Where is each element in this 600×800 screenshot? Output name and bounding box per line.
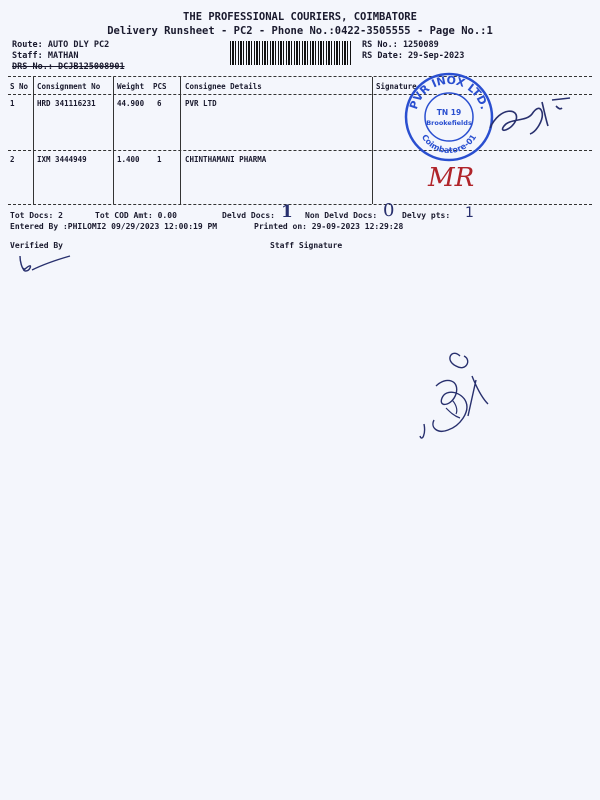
stamp-top-text: PVR INOX LTD. <box>407 73 491 112</box>
row2-weight: 1.400 <box>117 155 140 164</box>
verified-by-label: Verified By <box>10 241 63 250</box>
row1-sno: 1 <box>10 99 15 108</box>
col-header-pcs: PCS <box>153 82 167 91</box>
col-header-weight: Weight <box>117 82 145 91</box>
row2-initials: MR <box>428 163 475 192</box>
col-divider <box>180 77 181 204</box>
delivery-points-count: 1 <box>465 205 474 221</box>
delivered-docs-label: Delvd Docs: <box>222 211 275 220</box>
delivery-points-label: Delvy pts: <box>402 211 451 220</box>
col-divider <box>33 77 34 204</box>
row2-consignment: IXM 3444949 <box>37 155 87 164</box>
stamp-line2: Brookefields <box>426 119 472 127</box>
rs-number: RS No.: 1250089 <box>362 40 439 50</box>
stamp-line1: TN 19 <box>436 108 462 117</box>
company-title: THE PROFESSIONAL COURIERS, COIMBATORE <box>183 11 417 23</box>
verified-by-signature <box>14 252 74 274</box>
col-header-sno: S No <box>10 82 29 91</box>
staff-signature <box>416 346 496 456</box>
runsheet-subtitle: Delivery Runsheet - PC2 - Phone No.:0422-3505555 - Page No.:1 <box>107 25 493 37</box>
table-header-rule <box>8 94 592 95</box>
row2-sno: 2 <box>10 155 15 164</box>
stamp-bottom-text: Coimbatore-01 <box>419 132 479 156</box>
non-delivered-docs-label: Non Delvd Docs: <box>305 211 378 220</box>
table-top-rule <box>8 76 592 77</box>
entered-by: Entered By :PHILOMI2 09/29/2023 12:00:19 PM <box>10 222 218 231</box>
col-divider <box>372 77 373 204</box>
svg-text:Coimbatore-01 <box>420 132 478 155</box>
drs-number: DRS No.: DCJB125008901 <box>12 62 125 72</box>
route-label: Route: AUTO DLY PC2 <box>12 40 110 50</box>
col-header-consignee: Consignee Details <box>185 82 262 91</box>
row2-signature <box>424 158 494 192</box>
col-header-signature: Signature <box>376 82 417 91</box>
row1-consignee: PVR LTD <box>185 99 217 108</box>
row1-pcs: 6 <box>157 99 162 108</box>
col-header-consignment: Consignment No <box>37 82 101 91</box>
row1-consignment: HRD 341116231 <box>37 99 96 108</box>
total-docs: Tot Docs: 2 <box>10 211 63 220</box>
col-divider <box>113 77 114 204</box>
row2-consignee: CHINTHAMANI PHARMA <box>185 155 267 164</box>
row2-pcs: 1 <box>157 155 162 164</box>
delivered-docs-count: 1 <box>281 202 293 222</box>
printed-on: Printed on: 29-09-2023 12:29:28 <box>254 222 404 231</box>
rs-date: RS Date: 29-Sep-2023 <box>362 51 465 61</box>
staff-signature-label: Staff Signature <box>270 241 343 250</box>
non-delivered-docs-count: 0 <box>383 200 395 221</box>
barcode <box>230 41 352 65</box>
row1-signature <box>486 96 576 142</box>
row-divider <box>8 150 592 151</box>
staff-label: Staff: MATHAN <box>12 51 79 61</box>
table-bottom-rule <box>8 204 592 205</box>
company-stamp <box>404 72 494 162</box>
total-cod-amount: Tot COD Amt: 0.00 <box>95 211 177 220</box>
row1-weight: 44.900 <box>117 99 145 108</box>
